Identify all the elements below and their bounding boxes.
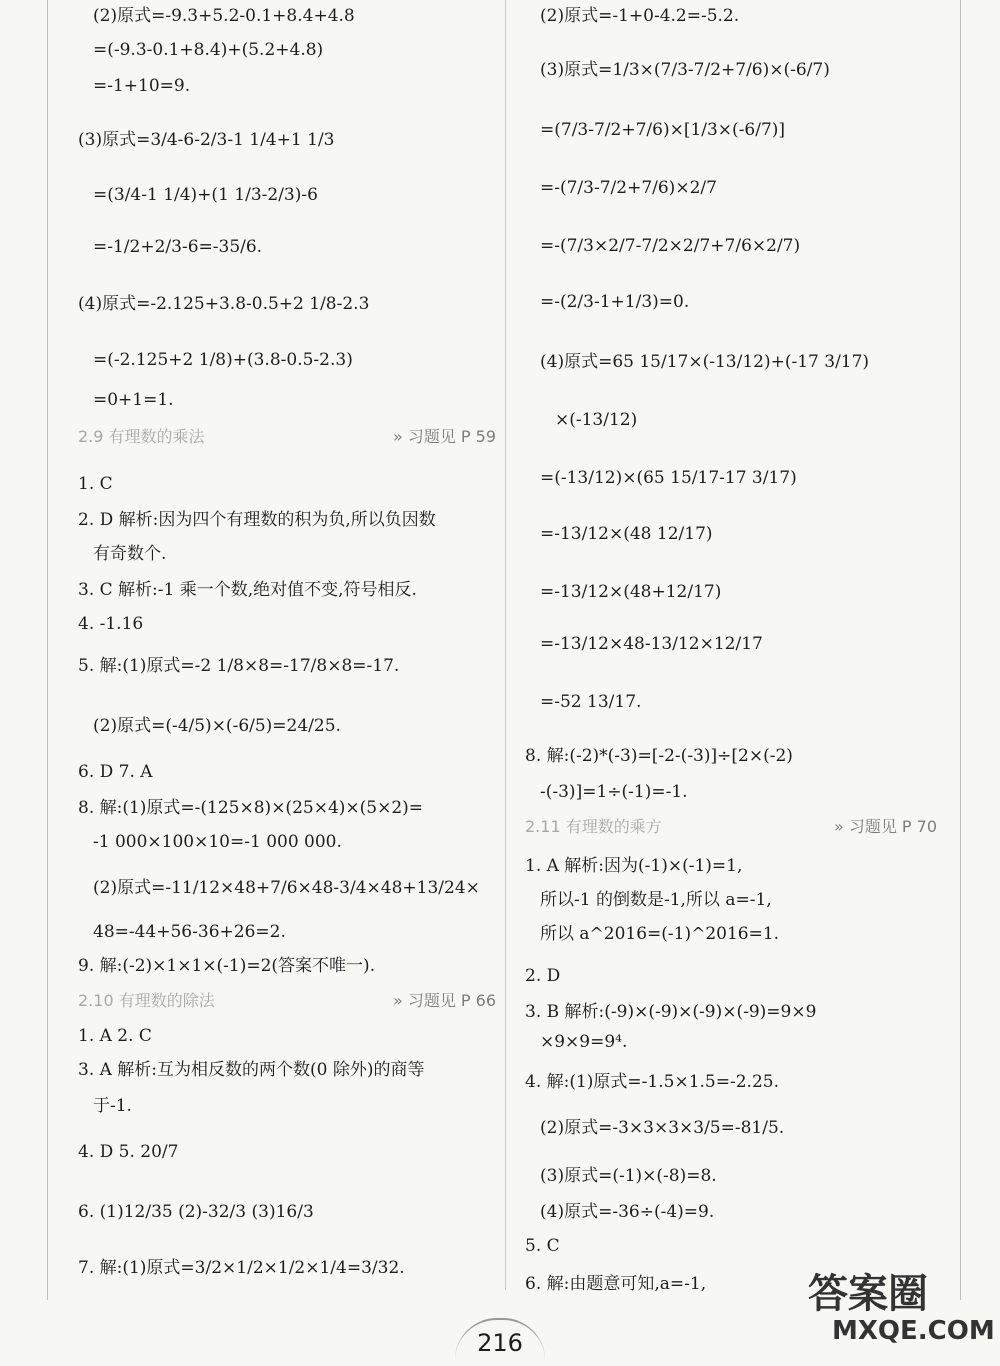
section-ref: » 习题见 P 66: [392, 991, 496, 1010]
solution-line: (2)原式=-9.3+5.2-0.1+8.4+4.8: [93, 6, 355, 26]
solution-line: 48=-44+56-36+26=2.: [93, 922, 286, 942]
section-title: 2.9 有理数的乘法: [78, 427, 205, 446]
solution-line: 7. 解:(1)原式=3/2×1/2×1/2×1/4=3/32.: [78, 1258, 405, 1278]
section-heading-2-11: [525, 814, 937, 837]
solution-line: =(-9.3-0.1+8.4)+(5.2+4.8): [93, 40, 324, 60]
section-ref: » 习题见 P 70: [833, 817, 937, 836]
solution-line: 5. C: [525, 1236, 560, 1256]
solution-line: =-(7/3×2/7-7/2×2/7+7/6×2/7): [540, 236, 801, 256]
solution-line: (3)原式=(-1)×(-8)=8.: [540, 1166, 717, 1186]
column-divider: [505, 0, 506, 1290]
section-ref: » 习题见 P 59: [392, 427, 496, 446]
solution-line: 6. (1)12/35 (2)-32/3 (3)16/3: [78, 1202, 314, 1222]
solution-line: =-1/2+2/3-6=-35/6.: [93, 237, 263, 257]
solution-line: 1. A 解析:因为(-1)×(-1)=1,: [525, 856, 743, 876]
solution-line: 9. 解:(-2)×1×1×(-1)=2(答案不唯一).: [78, 956, 376, 976]
solution-line: =-13/12×(48+12/17): [540, 582, 722, 602]
solution-line: 4. 解:(1)原式=-1.5×1.5=-2.25.: [525, 1072, 779, 1092]
solution-line: 2. D 解析:因为四个有理数的积为负,所以负因数: [78, 510, 436, 530]
solution-line: =(-2.125+2 1/8)+(3.8-0.5-2.3): [93, 350, 353, 370]
solution-line: 3. A 解析:互为相反数的两个数(0 除外)的商等: [78, 1060, 425, 1080]
solution-line: (2)原式=(-4/5)×(-6/5)=24/25.: [93, 716, 341, 736]
solution-line: =-52 13/17.: [540, 692, 642, 712]
solution-line: (3)原式=3/4-6-2/3-1 1/4+1 1/3: [78, 130, 335, 150]
solution-line: 4. -1.16: [78, 614, 144, 634]
solution-line: -(-3)]=1÷(-1)=-1.: [540, 782, 688, 802]
solution-line: 于-1.: [93, 1096, 132, 1116]
solution-line: 4. D 5. 20/7: [78, 1142, 179, 1162]
solution-line: =0+1=1.: [93, 390, 174, 410]
solution-line: 8. 解:(1)原式=-(125×8)×(25×4)×(5×2)=: [78, 798, 424, 818]
solution-line: (2)原式=-11/12×48+7/6×48-3/4×48+13/24×: [93, 878, 480, 898]
solution-line: (2)原式=-1+0-4.2=-5.2.: [540, 6, 740, 26]
solution-line: 6. D 7. A: [78, 762, 153, 782]
solution-line: (2)原式=-3×3×3×3/5=-81/5.: [540, 1118, 785, 1138]
solution-line: 3. B 解析:(-9)×(-9)×(-9)×(-9)=9×9: [525, 1002, 817, 1022]
solution-line: 有奇数个.: [93, 544, 167, 564]
solution-line: ×9×9=9⁴.: [540, 1032, 628, 1052]
solution-line: 1. A 2. C: [78, 1026, 152, 1046]
section-heading-2-9: [78, 424, 496, 447]
solution-line: (4)原式=-2.125+3.8-0.5+2 1/8-2.3: [78, 294, 370, 314]
page-number: 216: [455, 1318, 545, 1360]
solution-line: (4)原式=65 15/17×(-13/12)+(-17 3/17): [540, 352, 870, 372]
solution-line: 所以 a^2016=(-1)^2016=1.: [540, 924, 780, 944]
solution-line: 6. 解:由题意可知,a=-1,: [525, 1274, 707, 1294]
solution-line: -1 000×100×10=-1 000 000.: [93, 832, 342, 852]
solution-line: (3)原式=1/3×(7/3-7/2+7/6)×(-6/7): [540, 60, 830, 80]
solution-line: =(7/3-7/2+7/6)×[1/3×(-6/7)]: [540, 120, 786, 140]
solution-line: 8. 解:(-2)*(-3)=[-2-(-3)]÷[2×(-2): [525, 746, 793, 766]
solution-line: 1. C: [78, 474, 113, 494]
solution-line: 2. D: [525, 966, 561, 986]
solution-line: =-(7/3-7/2+7/6)×2/7: [540, 178, 717, 198]
section-title: 2.10 有理数的除法: [78, 991, 215, 1010]
solution-line: 5. 解:(1)原式=-2 1/8×8=-17/8×8=-17.: [78, 656, 400, 676]
solution-line: =-1+10=9.: [93, 76, 191, 96]
solution-line: =-13/12×48-13/12×12/17: [540, 634, 763, 654]
solution-line: =-13/12×(48 12/17): [540, 524, 713, 544]
solution-line: 3. C 解析:-1 乘一个数,绝对值不变,符号相反.: [78, 580, 417, 600]
section-heading-2-10: [78, 988, 496, 1011]
watermark-url: MXQE.COM: [832, 1316, 995, 1346]
solution-line: =-(2/3-1+1/3)=0.: [540, 292, 690, 312]
solution-line: =(3/4-1 1/4)+(1 1/3-2/3)-6: [93, 185, 318, 205]
solution-line: (4)原式=-36÷(-4)=9.: [540, 1202, 715, 1222]
watermark-logo: 答案圈: [808, 1271, 928, 1317]
solution-line: ×(-13/12): [555, 410, 638, 430]
section-title: 2.11 有理数的乘方: [525, 817, 662, 836]
solution-line: =(-13/12)×(65 15/17-17 3/17): [540, 468, 797, 488]
solution-line: 所以-1 的倒数是-1,所以 a=-1,: [540, 890, 772, 910]
